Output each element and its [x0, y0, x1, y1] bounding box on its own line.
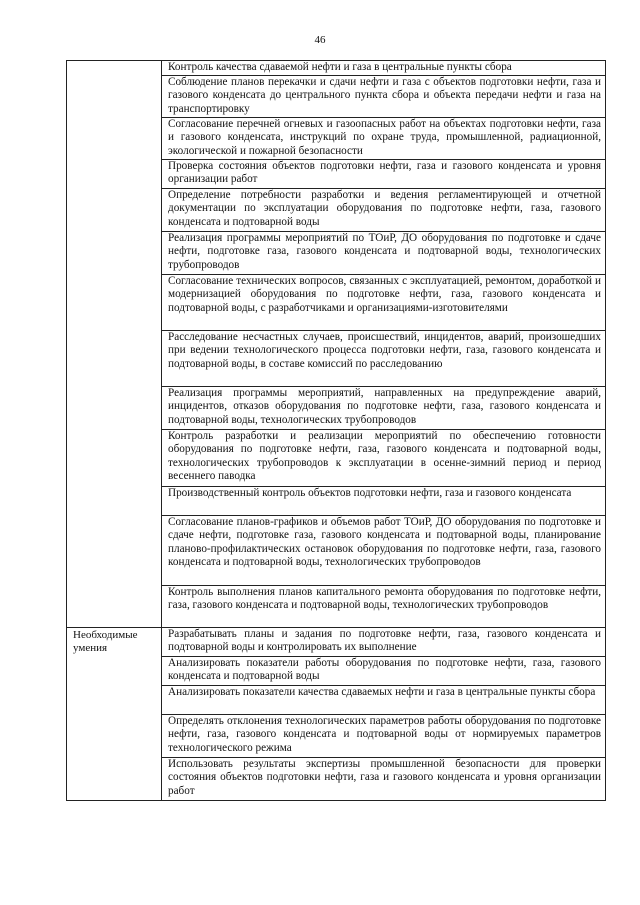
table-cell: Реализация программы мероприятий, направленных на предупреждение аварий, инцидентов, отказов оборудования по подготовке нефти, газа, газового конденсата и подтоварной воды, технологических трубопроводов: [162, 386, 606, 429]
table-cell: Согласование технических вопросов, связанных с эксплуатацией, ремонтом, доработкой и модернизацией оборудования по подготовке нефти, газа, газового конденсата и подтоварной воды, с разработчиками и организациями-изготовителями: [162, 274, 606, 330]
table-cell: Контроль разработки и реализации мероприятий по обеспечению готовности оборудования по подготовке нефти, газа, газового конденсата и подтоварной воды, технологических трубопроводов к эксплуатации в осенне-зимний период и период весеннего паводка: [162, 429, 606, 486]
table-cell: Определять отклонения технологических параметров работы оборудования по подготовке нефти, газа, газового конденсата и подтоварной воды от нормируемых параметров технологического режима: [162, 714, 606, 757]
table-cell: Согласование планов-графиков и объемов работ ТОиР, ДО оборудования по подготовке и сдаче нефти, подготовке газа, газового конденсата и подтоварной воды, планирование планово-профилактических остановок оборудования по подготовке нефти, газа, газового конденсата и подтоварной воды, технологических трубопроводов: [162, 515, 606, 585]
table-cell: Анализировать показатели работы оборудования по подготовке нефти, газа, газового конденсата и подтоварной воды: [162, 656, 606, 685]
table-cell: Расследование несчастных случаев, происшествий, инцидентов, аварий, произошедших при ведении технологического процесса подготовки нефти, газа, газового конденсата и подтоварной воды, в составе комиссий по расследованию: [162, 330, 606, 386]
section-label-cell: Необходимые умения: [67, 627, 162, 800]
table-cell: Использовать результаты экспертизы промышленной безопасности для проверки состояния объектов подготовки нефти, газа и газового конденсата и уровня организации работ: [162, 757, 606, 800]
table-cell: Анализировать показатели качества сдаваемых нефти и газа в центральные пункты сбора: [162, 685, 606, 714]
table-cell: Контроль выполнения планов капитального ремонта оборудования по подготовке нефти, газа, газового конденсата и подтоварной воды, технологических трубопроводов: [162, 585, 606, 627]
table-row: [67, 61, 606, 76]
table-cell: Реализация программы мероприятий по ТОиР, ДО оборудования по подготовке и сдаче нефти, подготовке газа, газового конденсата и подтоварной воды, технологических трубопроводов: [162, 231, 606, 274]
table-cell: Проверка состояния объектов подготовки нефти, газа и газового конденсата и уровня организации работ: [162, 159, 606, 188]
table-cell: Соблюдение планов перекачки и сдачи нефти и газа с объектов подготовки нефти, газа и газового конденсата до центрального пункта сбора и объекта передачи нефти и газа на транспортировку: [162, 75, 606, 117]
table-cell: Разрабатывать планы и задания по подготовке нефти, газа, газового конденсата и подтоварной воды и контролировать их выполнение: [162, 627, 606, 656]
table-row: [67, 627, 606, 656]
section-label-cell: [67, 61, 162, 628]
table-cell: Контроль качества сдаваемой нефти и газа в центральные пункты сбора: [162, 61, 606, 76]
page-number: 46: [314, 34, 326, 46]
job-description-table: [66, 60, 606, 801]
table-cell: Производственный контроль объектов подготовки нефти, газа и газового конденсата: [162, 486, 606, 515]
table-cell: Согласование перечней огневых и газоопасных работ на объектах подготовки нефти, газа и газового конденсата, инструкций по охране труда, промышленной, радиационной, экологической и пожарной безопасности: [162, 117, 606, 159]
table-cell: Определение потребности разработки и ведения регламентирующей и отчетной документации по эксплуатации оборудования по подготовке нефти, газа, газового конденсата и подтоварной воды: [162, 188, 606, 231]
